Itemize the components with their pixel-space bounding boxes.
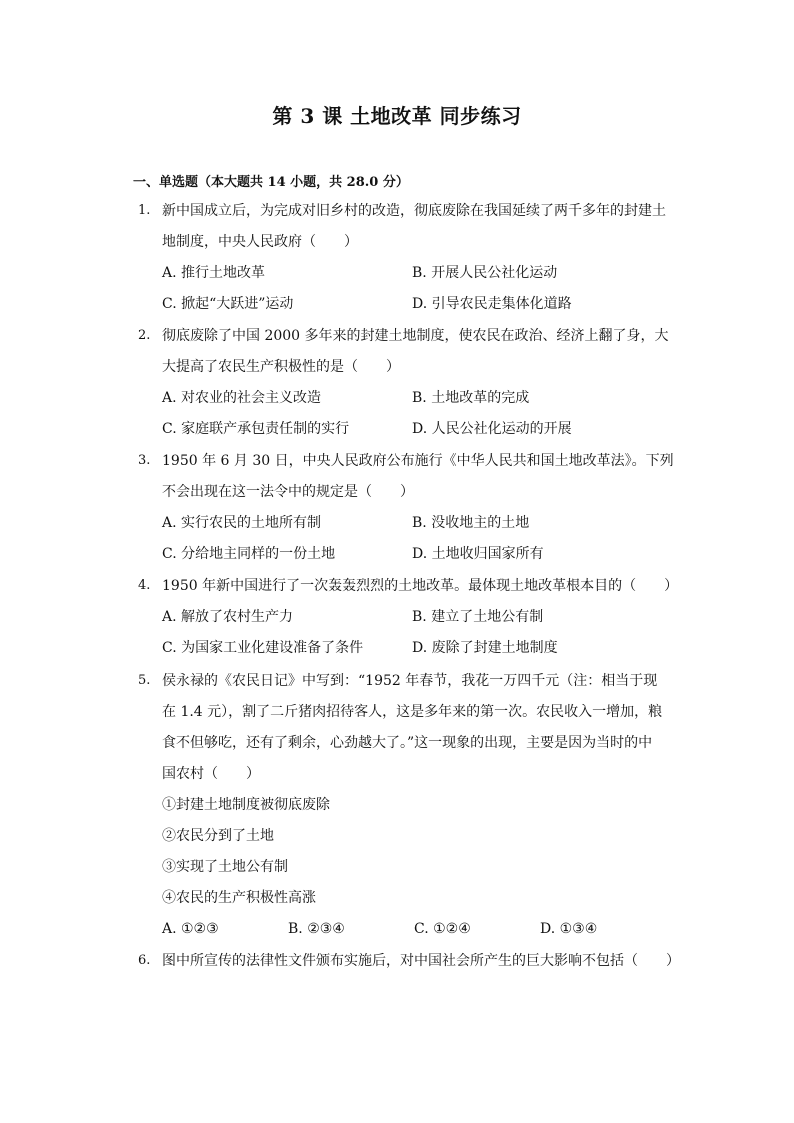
question-number: 3. bbox=[138, 453, 151, 468]
option-a[interactable]: A. 推行土地改革 bbox=[162, 265, 266, 281]
question-text-line: 地制度，中央人民政府（ ） bbox=[162, 234, 358, 250]
question-text-line: 国农村（ ） bbox=[162, 766, 260, 782]
question-text-line: 图中所宣传的法律性文件颁布实施后，对中国社会所产生的巨大影响不包括（ ） bbox=[162, 953, 680, 969]
question-text-line: 1950 年 6 月 30 日，中央人民政府公布施行《中华人民共和国土地改革法》。下列 bbox=[162, 453, 674, 469]
option-b[interactable]: B. 建立了土地公有制 bbox=[412, 609, 544, 625]
statement-2: ②农民分到了土地 bbox=[162, 828, 274, 844]
option-b[interactable]: B. 土地改革的完成 bbox=[412, 390, 530, 406]
option-c[interactable]: C. ①②④ bbox=[414, 921, 471, 937]
question-text-line: 新中国成立后，为完成对旧乡村的改造，彻底废除在我国延续了两千多年的封建土 bbox=[162, 203, 666, 219]
question-text-line: 不会出现在这一法令中的规定是（ ） bbox=[162, 484, 414, 500]
question-text-line: 彻底废除了中国 2000 多年来的封建土地制度，使农民在政治、经济上翻了身，大 bbox=[162, 328, 669, 344]
question-text-line: 在 1.4 元），割了二斤猪肉招待客人，这是多年来的第一次。农民收入一增加，粮 bbox=[162, 704, 663, 720]
options-row bbox=[162, 919, 666, 939]
section-heading: 一、单选题（本大题共 14 小题，共 28.0 分） bbox=[133, 175, 409, 190]
option-d[interactable]: D. 废除了封建土地制度 bbox=[412, 640, 558, 656]
option-b[interactable]: B. ②③④ bbox=[288, 921, 345, 937]
statement-3: ③实现了土地公有制 bbox=[162, 859, 288, 875]
option-d[interactable]: D. 人民公社化运动的开展 bbox=[412, 421, 572, 437]
option-c[interactable]: C. 掀起“大跃进”运动 bbox=[162, 296, 294, 312]
question-text-line: 食不但够吃，还有了剩余，心劲越大了。”这一现象的出现，主要是因为当时的中 bbox=[162, 735, 653, 751]
option-a[interactable]: A. 解放了农村生产力 bbox=[162, 609, 294, 625]
option-d[interactable]: D. ①③④ bbox=[540, 921, 598, 937]
question-text-line: 侯永禄的《农民日记》中写到：“1952 年春节，我花一万四千元（注：相当于现 bbox=[162, 673, 658, 689]
page-title: 第 3 课 土地改革 同步练习 bbox=[272, 104, 522, 128]
option-a[interactable]: A. 实行农民的土地所有制 bbox=[162, 515, 322, 531]
question-text-line: 1950 年新中国进行了一次轰轰烈烈的土地改革。最体现土地改革根本目的（ ） bbox=[162, 578, 679, 594]
option-c[interactable]: C. 为国家工业化建设准备了条件 bbox=[162, 640, 364, 656]
option-b[interactable]: B. 没收地主的土地 bbox=[412, 515, 530, 531]
question-number: 4. bbox=[138, 578, 151, 593]
option-b[interactable]: B. 开展人民公社化运动 bbox=[412, 265, 558, 281]
option-d[interactable]: D. 引导农民走集体化道路 bbox=[412, 296, 572, 312]
question-text-line: 大提高了农民生产积极性的是（ ） bbox=[162, 359, 400, 375]
question-number: 6. bbox=[138, 953, 151, 968]
option-a[interactable]: A. 对农业的社会主义改造 bbox=[162, 390, 322, 406]
statement-1: ①封建土地制度被彻底废除 bbox=[162, 797, 330, 813]
question-number: 5. bbox=[138, 673, 151, 688]
option-c[interactable]: C. 家庭联产承包责任制的实行 bbox=[162, 421, 350, 437]
option-a[interactable]: A. ①②③ bbox=[162, 921, 219, 937]
statement-4: ④农民的生产积极性高涨 bbox=[162, 890, 316, 906]
option-c[interactable]: C. 分给地主同样的一份土地 bbox=[162, 546, 336, 562]
question-number: 1. bbox=[138, 203, 151, 218]
option-d[interactable]: D. 土地收归国家所有 bbox=[412, 546, 544, 562]
question-number: 2. bbox=[138, 328, 151, 343]
